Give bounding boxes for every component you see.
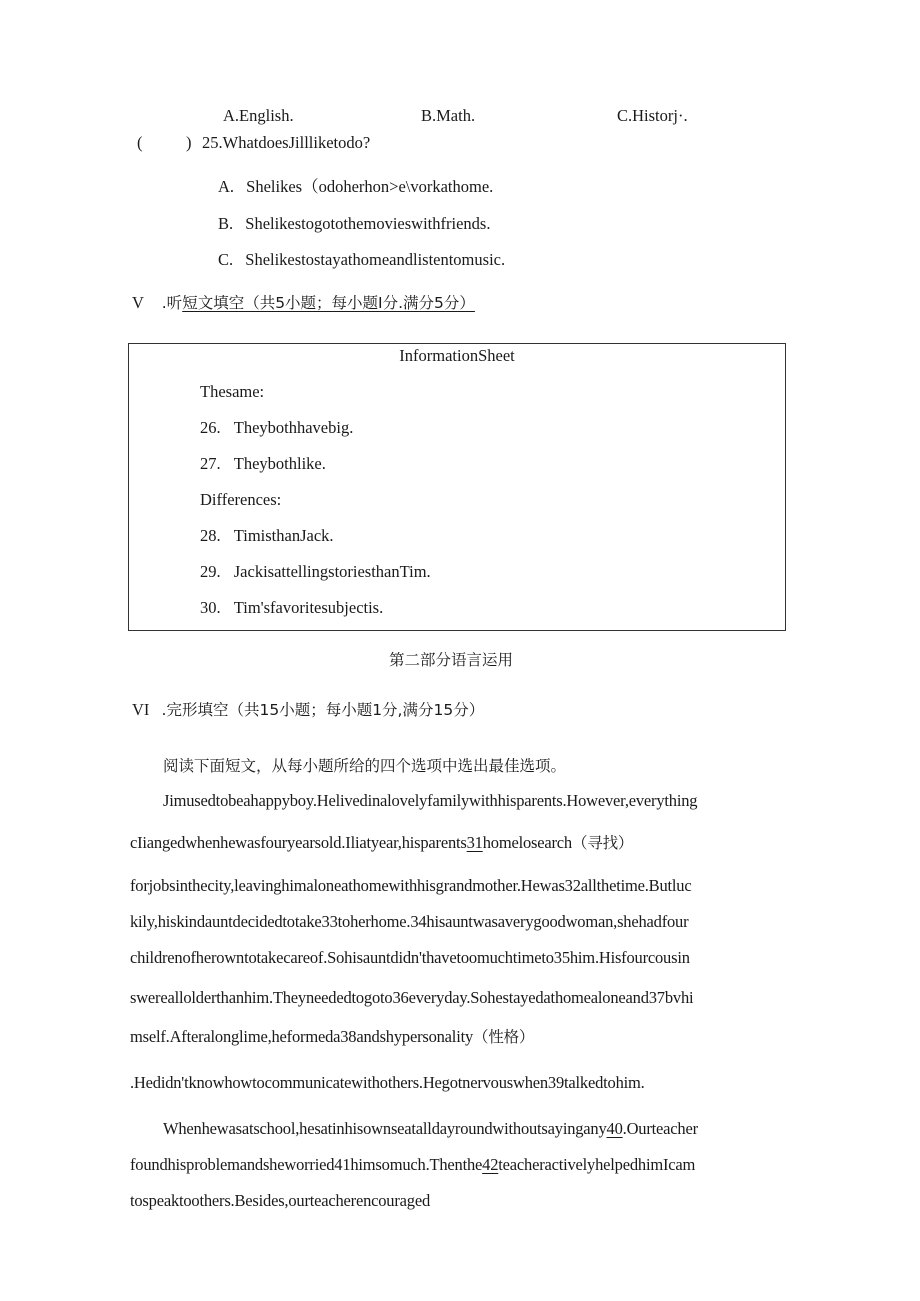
passage-line-9 bbox=[163, 1119, 698, 1139]
section-title: .完形填空（共15小题；每小题1分,满分15分） bbox=[161, 701, 485, 719]
section-prefix: .听 bbox=[161, 294, 183, 312]
option-text: Shelikestostayathomeandlistentomusic. bbox=[245, 250, 506, 269]
option-letter: C. bbox=[218, 250, 234, 269]
answer-paren-open: ( bbox=[137, 133, 143, 152]
q24-option-b: B.Math. bbox=[421, 106, 476, 125]
passage-line-8: .Hedidn'tknowhowtocommunicatewithothers.Hegotnervouswhen39talkedtohim. bbox=[130, 1073, 645, 1092]
passage-line-11: tospeaktoothers.Besides,ourteacherencouraged bbox=[130, 1191, 430, 1210]
passage-line-4: kily,hiskindauntdecidedtotake33toherhome.34hisauntwasaverygoodwoman,shehadfour bbox=[130, 912, 689, 931]
q24-option-c: C.Historj·. bbox=[617, 106, 688, 125]
info-item-26 bbox=[200, 418, 353, 438]
item-number: 29. bbox=[200, 562, 221, 581]
passage-text: homelosearch bbox=[482, 833, 572, 852]
item-text: JackisattellingstoriesthanTim. bbox=[233, 562, 431, 581]
item-number: 27. bbox=[200, 454, 221, 473]
option-text: Shelikestogotothemovieswithfriends. bbox=[245, 214, 491, 233]
question-25: 25.WhatdoesJillliketodo? bbox=[202, 133, 371, 152]
passage-line-7 bbox=[130, 1025, 534, 1047]
section-title: 短文填空（共5小题；每小题I分.满分5分） bbox=[182, 294, 475, 312]
part-two-title: 第二部分语言运用 bbox=[389, 651, 514, 669]
passage-line-5: childrenofherowntotakecareof.Sohisauntdidn'thavetoomuchtimeto35him.Hisfourcousin bbox=[130, 948, 690, 967]
answer-paren-close: ) bbox=[186, 133, 192, 152]
passage-text: Whenhewasatschool,hesatinhisownseatalldayroundwithoutsayingany bbox=[163, 1119, 607, 1138]
info-item-28 bbox=[200, 526, 334, 546]
item-number: 26. bbox=[200, 418, 221, 437]
item-text: Theybothhavebig. bbox=[233, 418, 354, 437]
passage-line-3: forjobsinthecity,leavinghimaloneathomewithhisgrandmother.Hewas32allthetime.Butluc bbox=[130, 876, 692, 895]
item-text: TimisthanJack. bbox=[233, 526, 334, 545]
passage-line-1: Jimusedtobeahappyboy.Helivedinalovelyfamilywithhisparents.However,everything bbox=[163, 791, 698, 810]
q25-option-b bbox=[218, 214, 490, 234]
info-item-30 bbox=[200, 598, 383, 618]
q24-option-a: A.English. bbox=[223, 106, 294, 125]
information-sheet bbox=[128, 343, 786, 631]
section-vi-heading bbox=[132, 698, 484, 720]
same-label: Thesame: bbox=[200, 382, 265, 401]
gloss-31: （寻找） bbox=[571, 834, 634, 852]
item-number: 28. bbox=[200, 526, 221, 545]
info-item-29 bbox=[200, 562, 431, 582]
passage-text: teacheractivelyhelpedhimIcam bbox=[498, 1155, 696, 1174]
option-letter: A. bbox=[218, 177, 235, 196]
option-text: Shelikes（odoherhon>e\vorkathome. bbox=[246, 177, 494, 196]
passage-text: mself.Afteralonglime,heformeda38andshypersonality bbox=[130, 1027, 474, 1046]
option-letter: B. bbox=[218, 214, 234, 233]
passage-text: foundhisproblemandsheworried41himsomuch.Thenthe bbox=[130, 1155, 483, 1174]
blank-31: 31 bbox=[466, 833, 483, 852]
section-numeral: V bbox=[132, 293, 144, 312]
blank-42: 42 bbox=[482, 1155, 499, 1174]
passage-line-6: swereallolderthanhim.Theyneededtogoto36everyday.Sohestayedathomealoneand37bvhi bbox=[130, 988, 694, 1007]
blank-40: 40 bbox=[606, 1119, 623, 1138]
item-text: Tim'sfavoritesubjectis. bbox=[233, 598, 384, 617]
passage-line-2 bbox=[130, 831, 633, 853]
section-numeral: VI bbox=[132, 700, 150, 719]
q25-option-a bbox=[218, 173, 493, 197]
instruction-text: 阅读下面短文，从每小题所给的四个选项中选出最佳选项。 bbox=[163, 757, 567, 775]
q25-option-c bbox=[218, 250, 505, 270]
item-number: 30. bbox=[200, 598, 221, 617]
passage-text: cIiangedwhenhewasfouryearsold.Iliatyear,hisparents bbox=[130, 833, 467, 852]
item-text: Theybothlike. bbox=[233, 454, 326, 473]
info-sheet-title: InformationSheet bbox=[399, 346, 515, 365]
passage-line-10 bbox=[130, 1155, 695, 1175]
passage-text: .Ourteacher bbox=[622, 1119, 698, 1138]
differences-label: Differences: bbox=[200, 490, 282, 509]
gloss-38: （性格） bbox=[473, 1028, 535, 1046]
info-item-27 bbox=[200, 454, 326, 474]
section-v-heading bbox=[132, 291, 475, 313]
